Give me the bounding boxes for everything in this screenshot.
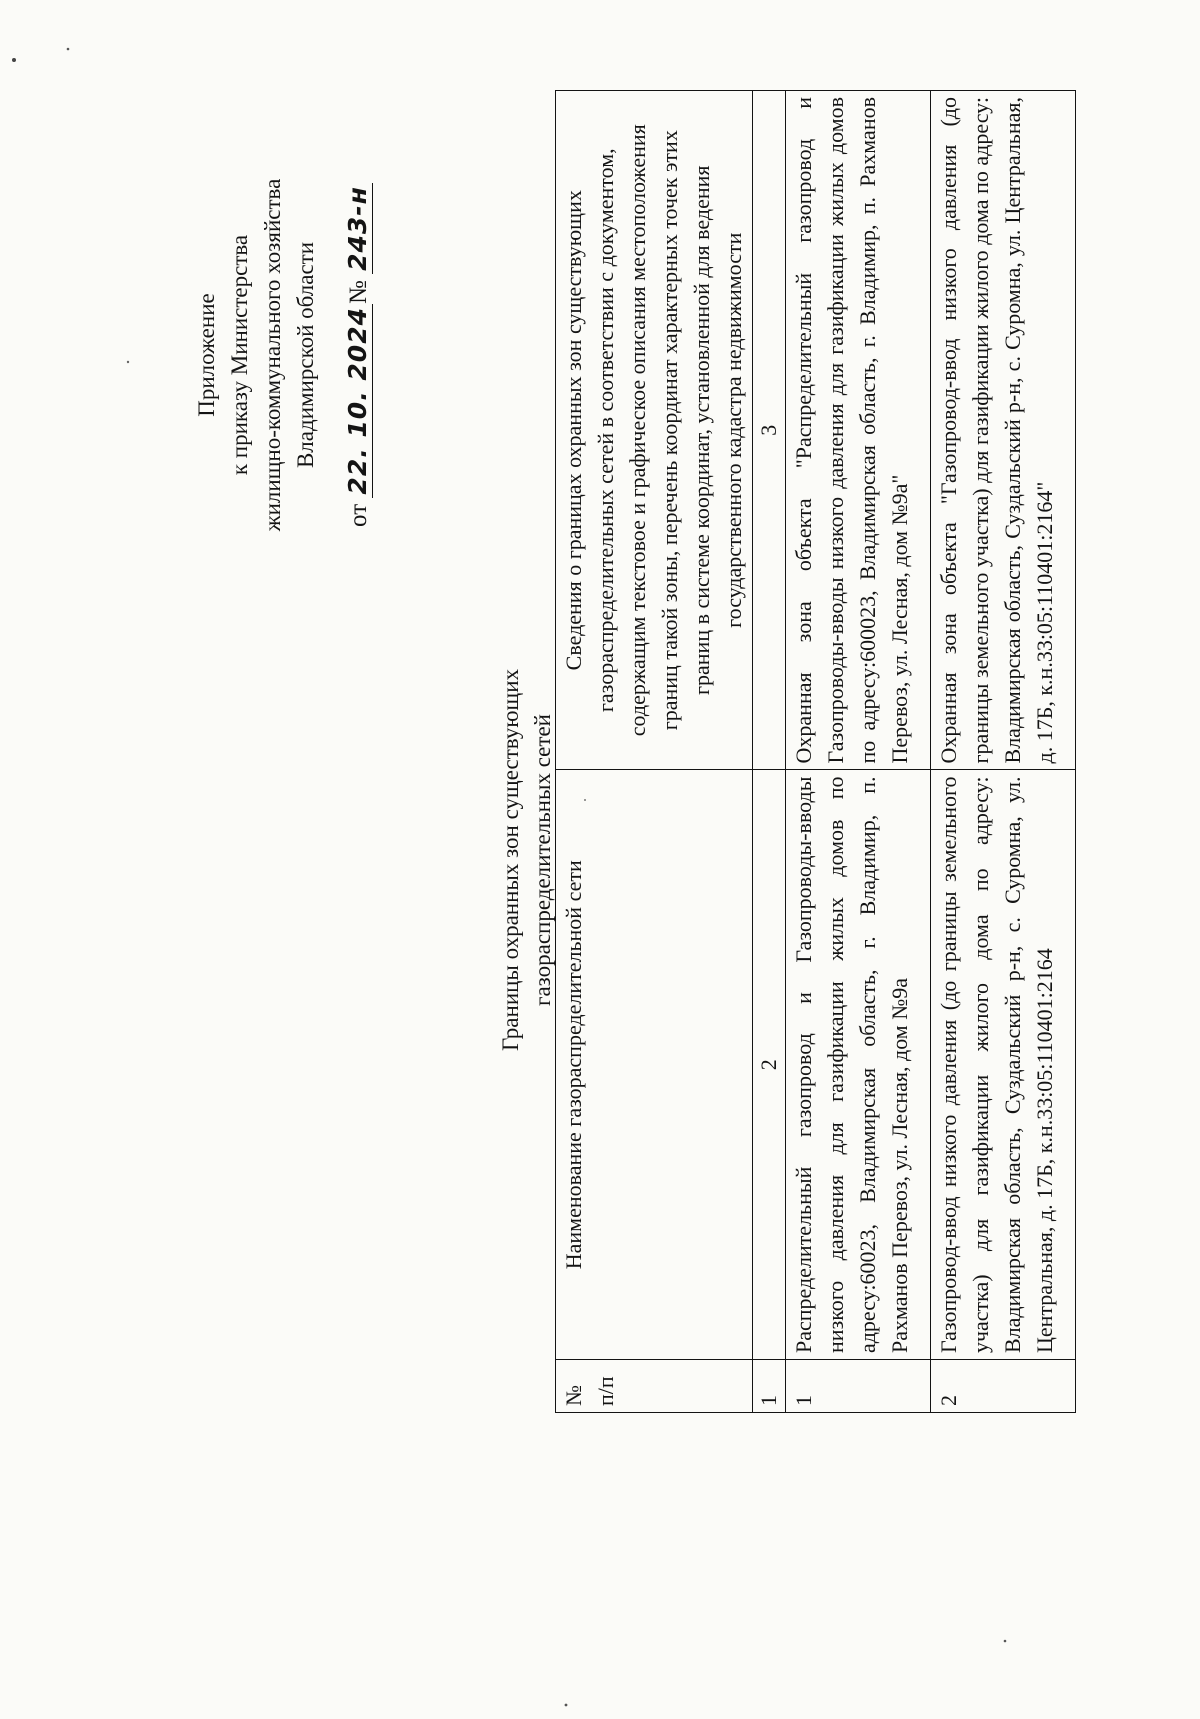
from-label: от <box>345 503 372 527</box>
row-number: 1 <box>786 1360 931 1413</box>
title-line-2: газораспределительных сетей <box>530 714 555 1006</box>
appendix-header <box>190 105 375 605</box>
column-number-row <box>753 91 786 1413</box>
table-header-row <box>556 91 753 1413</box>
header-line-4: Владимирской области <box>293 241 318 469</box>
table-row <box>931 91 1076 1413</box>
zones-table <box>555 90 1076 1413</box>
zone-description: Охранная зона объекта "Газопровод-ввод низкого давления (до границы земельного участка) для газификации жилого дома по адресу: Владимирская область, Суздальский р-н, с. Суромна, ул. Центральная, д. 17Б, к.н.33:05:110401:2164" <box>931 91 1076 770</box>
title-line-1: Границы охранных зон существующих <box>498 668 523 1052</box>
network-name: Распределительный газопровод и Газопроводы-вводы низкого давления для газификации жилых домов по адресу:60023, Владимирская область, г. Владимир, п. Рахманов Перевоз, ул. Лесная, дом №9а <box>786 770 931 1360</box>
handwritten-number: 243-н <box>344 183 373 274</box>
order-date-number <box>342 105 375 605</box>
column-number: 2 <box>753 770 786 1360</box>
row-number: 2 <box>931 1360 1076 1413</box>
header-zone-info: Сведения о границах охранных зон существующих газораспределительных сетей в соответствии с документом, содержащим текстовое и графическое описания местоположения границ такой зоны, перечень координат характерных точек этих границ в системе координат, установленной для ведения государственного кадастра недвижимости <box>556 91 753 770</box>
header-line-3: жилищно-коммунального хозяйства <box>260 178 285 532</box>
column-number: 3 <box>753 91 786 770</box>
network-name: Газопровод-ввод низкого давления (до границы земельного участка) для газификации жилого дома по адресу: Владимирская область, Суздальский р-н, с. Суромна, ул. Центральная, д. 17Б, к.н.33:05:110401:2164 <box>931 770 1076 1360</box>
number-label: № <box>345 280 372 305</box>
document-page <box>95 70 1105 1650</box>
column-number: 1 <box>753 1360 786 1413</box>
handwritten-date: 22. 10. 2024 <box>344 304 373 498</box>
header-line-2: к приказу Министерства <box>227 234 252 476</box>
zone-description: Охранная зона объекта "Распределительный газопровод и Газопроводы-вводы низкого давления для газификации жилых домов по адресу:600023, Владимирская область, г. Владимир, п. Рахманов Перевоз, ул. Лесная, дом №9а" <box>786 91 931 770</box>
header-line-1: Приложение <box>194 293 219 417</box>
table-row <box>786 91 931 1413</box>
document-title <box>495 70 559 1650</box>
header-number: № п/п <box>556 1360 753 1413</box>
header-network-name: Наименование газораспределительной сети <box>556 770 753 1360</box>
